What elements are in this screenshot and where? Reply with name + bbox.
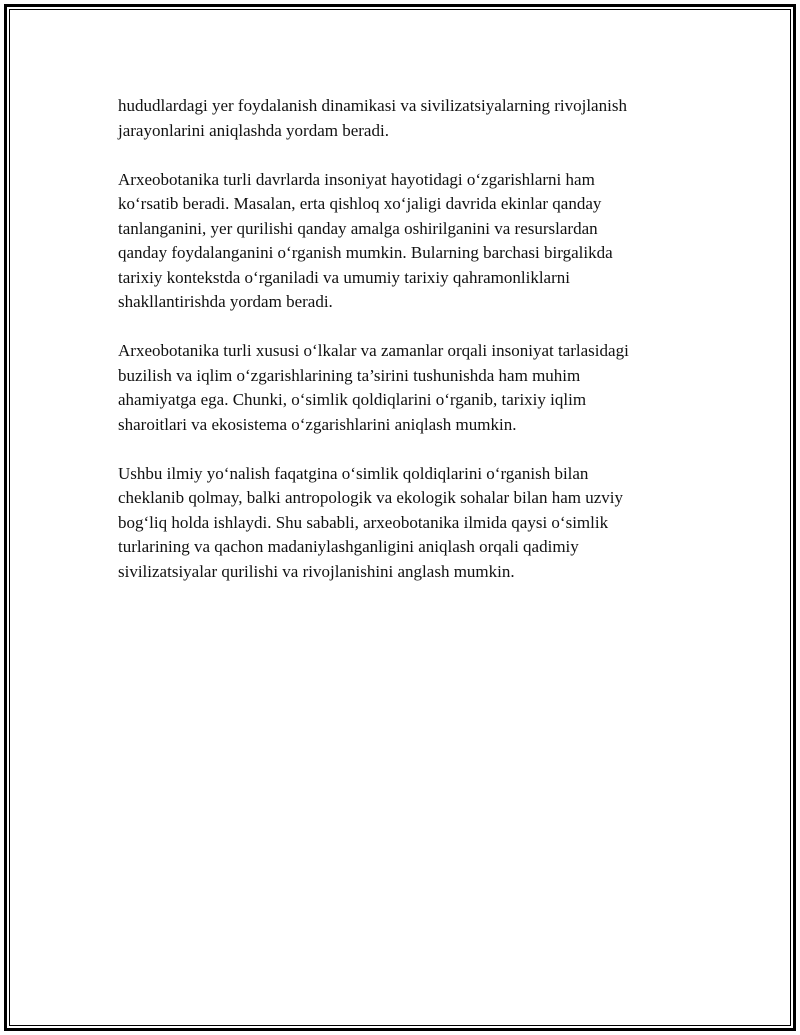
document-body <box>118 94 698 609</box>
text-line: Arxeobotanika turli davrlarda insoniyat hayotidagi o‘zgarishlarni ham <box>118 169 595 189</box>
paragraph-3 <box>118 339 698 437</box>
text-line: tarixiy kontekstda o‘rganiladi va umumiy tarixiy qahramonliklarni <box>118 267 570 287</box>
text-line: qanday foydalanganini o‘rganish mumkin. Bularning barchasi birgalikda <box>118 243 613 262</box>
text-line: hududlardagi yer foydalanish dinamikasi va sivilizatsiyalarning rivojlanish <box>118 96 627 115</box>
text-line: jarayonlarini aniqlashda yordam beradi. <box>118 120 389 140</box>
text-line: buzilish va iqlim o‘zgarishlarining ta’sirini tushunishda ham muhim <box>118 365 581 385</box>
text-line: ahamiyatga ega. Chunki, o‘simlik qoldiqlarini o‘rganib, tarixiy iqlim <box>118 390 587 409</box>
text-line: tanlanganini, yer qurilishi qanday amalga oshirilganini va resurslardan <box>118 218 598 238</box>
text-line: bog‘liq holda ishlaydi. Shu sababli, arxeobotanika ilmida qaysi o‘simlik <box>118 512 609 532</box>
paragraph-2 <box>118 168 698 315</box>
text-line: Ushbu ilmiy yo‘nalish faqatgina o‘simlik qoldiqlarini o‘rganish bilan <box>118 463 589 483</box>
text-line: turlarining va qachon madaniylashganligini aniqlash orqali qadimiy <box>118 537 579 556</box>
text-line: cheklanib qolmay, balki antropologik va ekologik sohalar bilan ham uzviy <box>118 488 623 507</box>
text-line: sharoitlari va ekosistema o‘zgarishlarini aniqlash mumkin. <box>118 414 517 434</box>
text-line: shakllantirishda yordam beradi. <box>118 292 333 311</box>
text-line: sivilizatsiyalar qurilishi va rivojlanishini anglash mumkin. <box>118 561 515 581</box>
text-line: Arxeobotanika turli xususi o‘lkalar va zamanlar orqali insoniyat tarlasidagi <box>118 341 629 360</box>
paragraph-1 <box>118 94 698 143</box>
paragraph-4 <box>118 462 698 585</box>
text-line: ko‘rsatib beradi. Masalan, erta qishloq xo‘jaligi davrida ekinlar qanday <box>118 194 602 213</box>
